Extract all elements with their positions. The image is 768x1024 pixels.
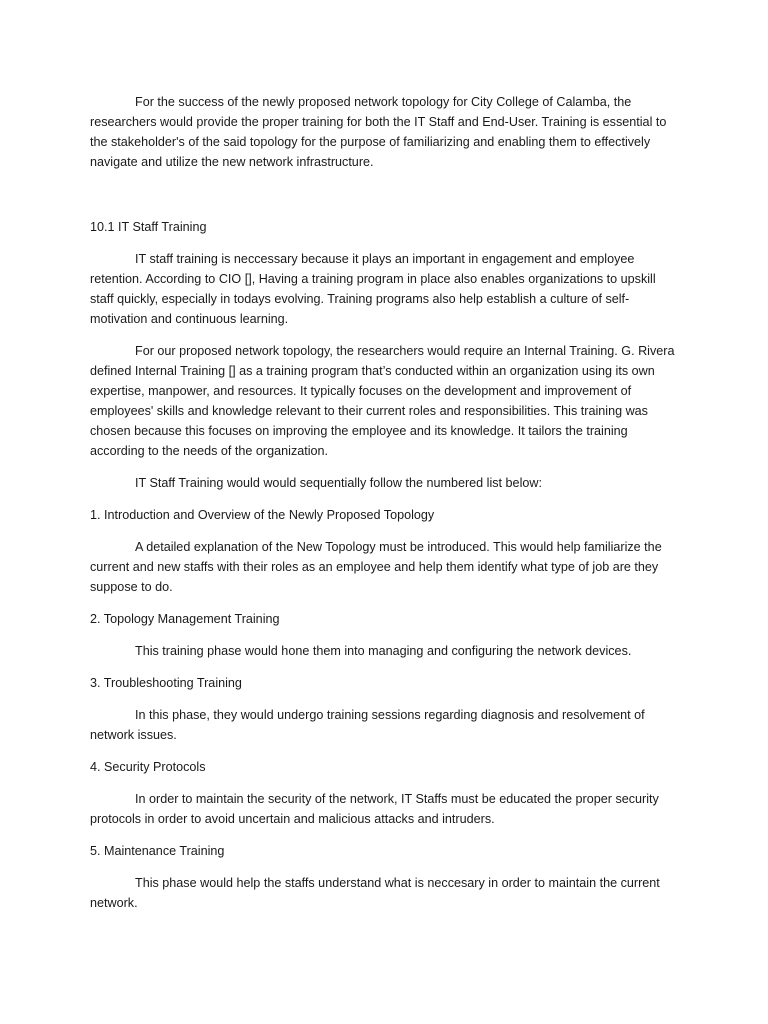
step-body-1: A detailed explanation of the New Topology must be introduced. This would help familiarize the current and new staffs with their roles as an employee and help them identify what type of job are they suppose to do. — [90, 540, 662, 594]
step-title-3: 3. Troubleshooting Training — [90, 676, 242, 690]
step-title-4: 4. Security Protocols — [90, 760, 206, 774]
step-title-2: 2. Topology Management Training — [90, 612, 280, 626]
step-title-1: 1. Introduction and Overview of the Newly Proposed Topology — [90, 508, 435, 522]
body-paragraph-1: IT staff training is neccessary because it plays an important in engagement and employee retention. According to CIO [], Having a training program in place also enables organizations to upskill staff quickly, especially in todays evolving. Training programs also help establish a culture of self-motivation and continuous learning. — [90, 252, 656, 326]
step-title-5: 5. Maintenance Training — [90, 844, 225, 858]
step-body-3: In this phase, they would undergo training sessions regarding diagnosis and resolvement of network issues. — [90, 708, 645, 742]
step-body-2: This training phase would hone them into managing and configuring the network devices. — [135, 644, 632, 658]
body-paragraph-2: For our proposed network topology, the researchers would require an Internal Training. G. Rivera defined Internal Training [] as a training program that’s conducted within an organization using its own expertise, manpower, and resources. It typically focuses on the development and improvement of employees' skills and knowledge relevant to their current roles and responsibilities. This training was chosen because this focuses on improving the employee and its knowledge. It tailors the training according to the needs of the organization. — [90, 344, 675, 458]
document-page — [90, 92, 680, 913]
step-body-4: In order to maintain the security of the network, IT Staffs must be educated the proper security protocols in order to avoid uncertain and malicious attacks and intruders. — [90, 792, 659, 826]
body-paragraph-3: IT Staff Training would would sequentially follow the numbered list below: — [135, 476, 542, 490]
section-heading: 10.1 IT Staff Training — [90, 220, 207, 234]
intro-paragraph: For the success of the newly proposed network topology for City College of Calamba, the researchers would provide the proper training for both the IT Staff and End-User. Training is essential to the stakeholder's of the said topology for the purpose of familiarizing and enabling them to effectively navigate and utilize the new network infrastructure. — [90, 95, 667, 169]
step-body-5: This phase would help the staffs understand what is neccesary in order to maintain the current network. — [90, 876, 660, 910]
